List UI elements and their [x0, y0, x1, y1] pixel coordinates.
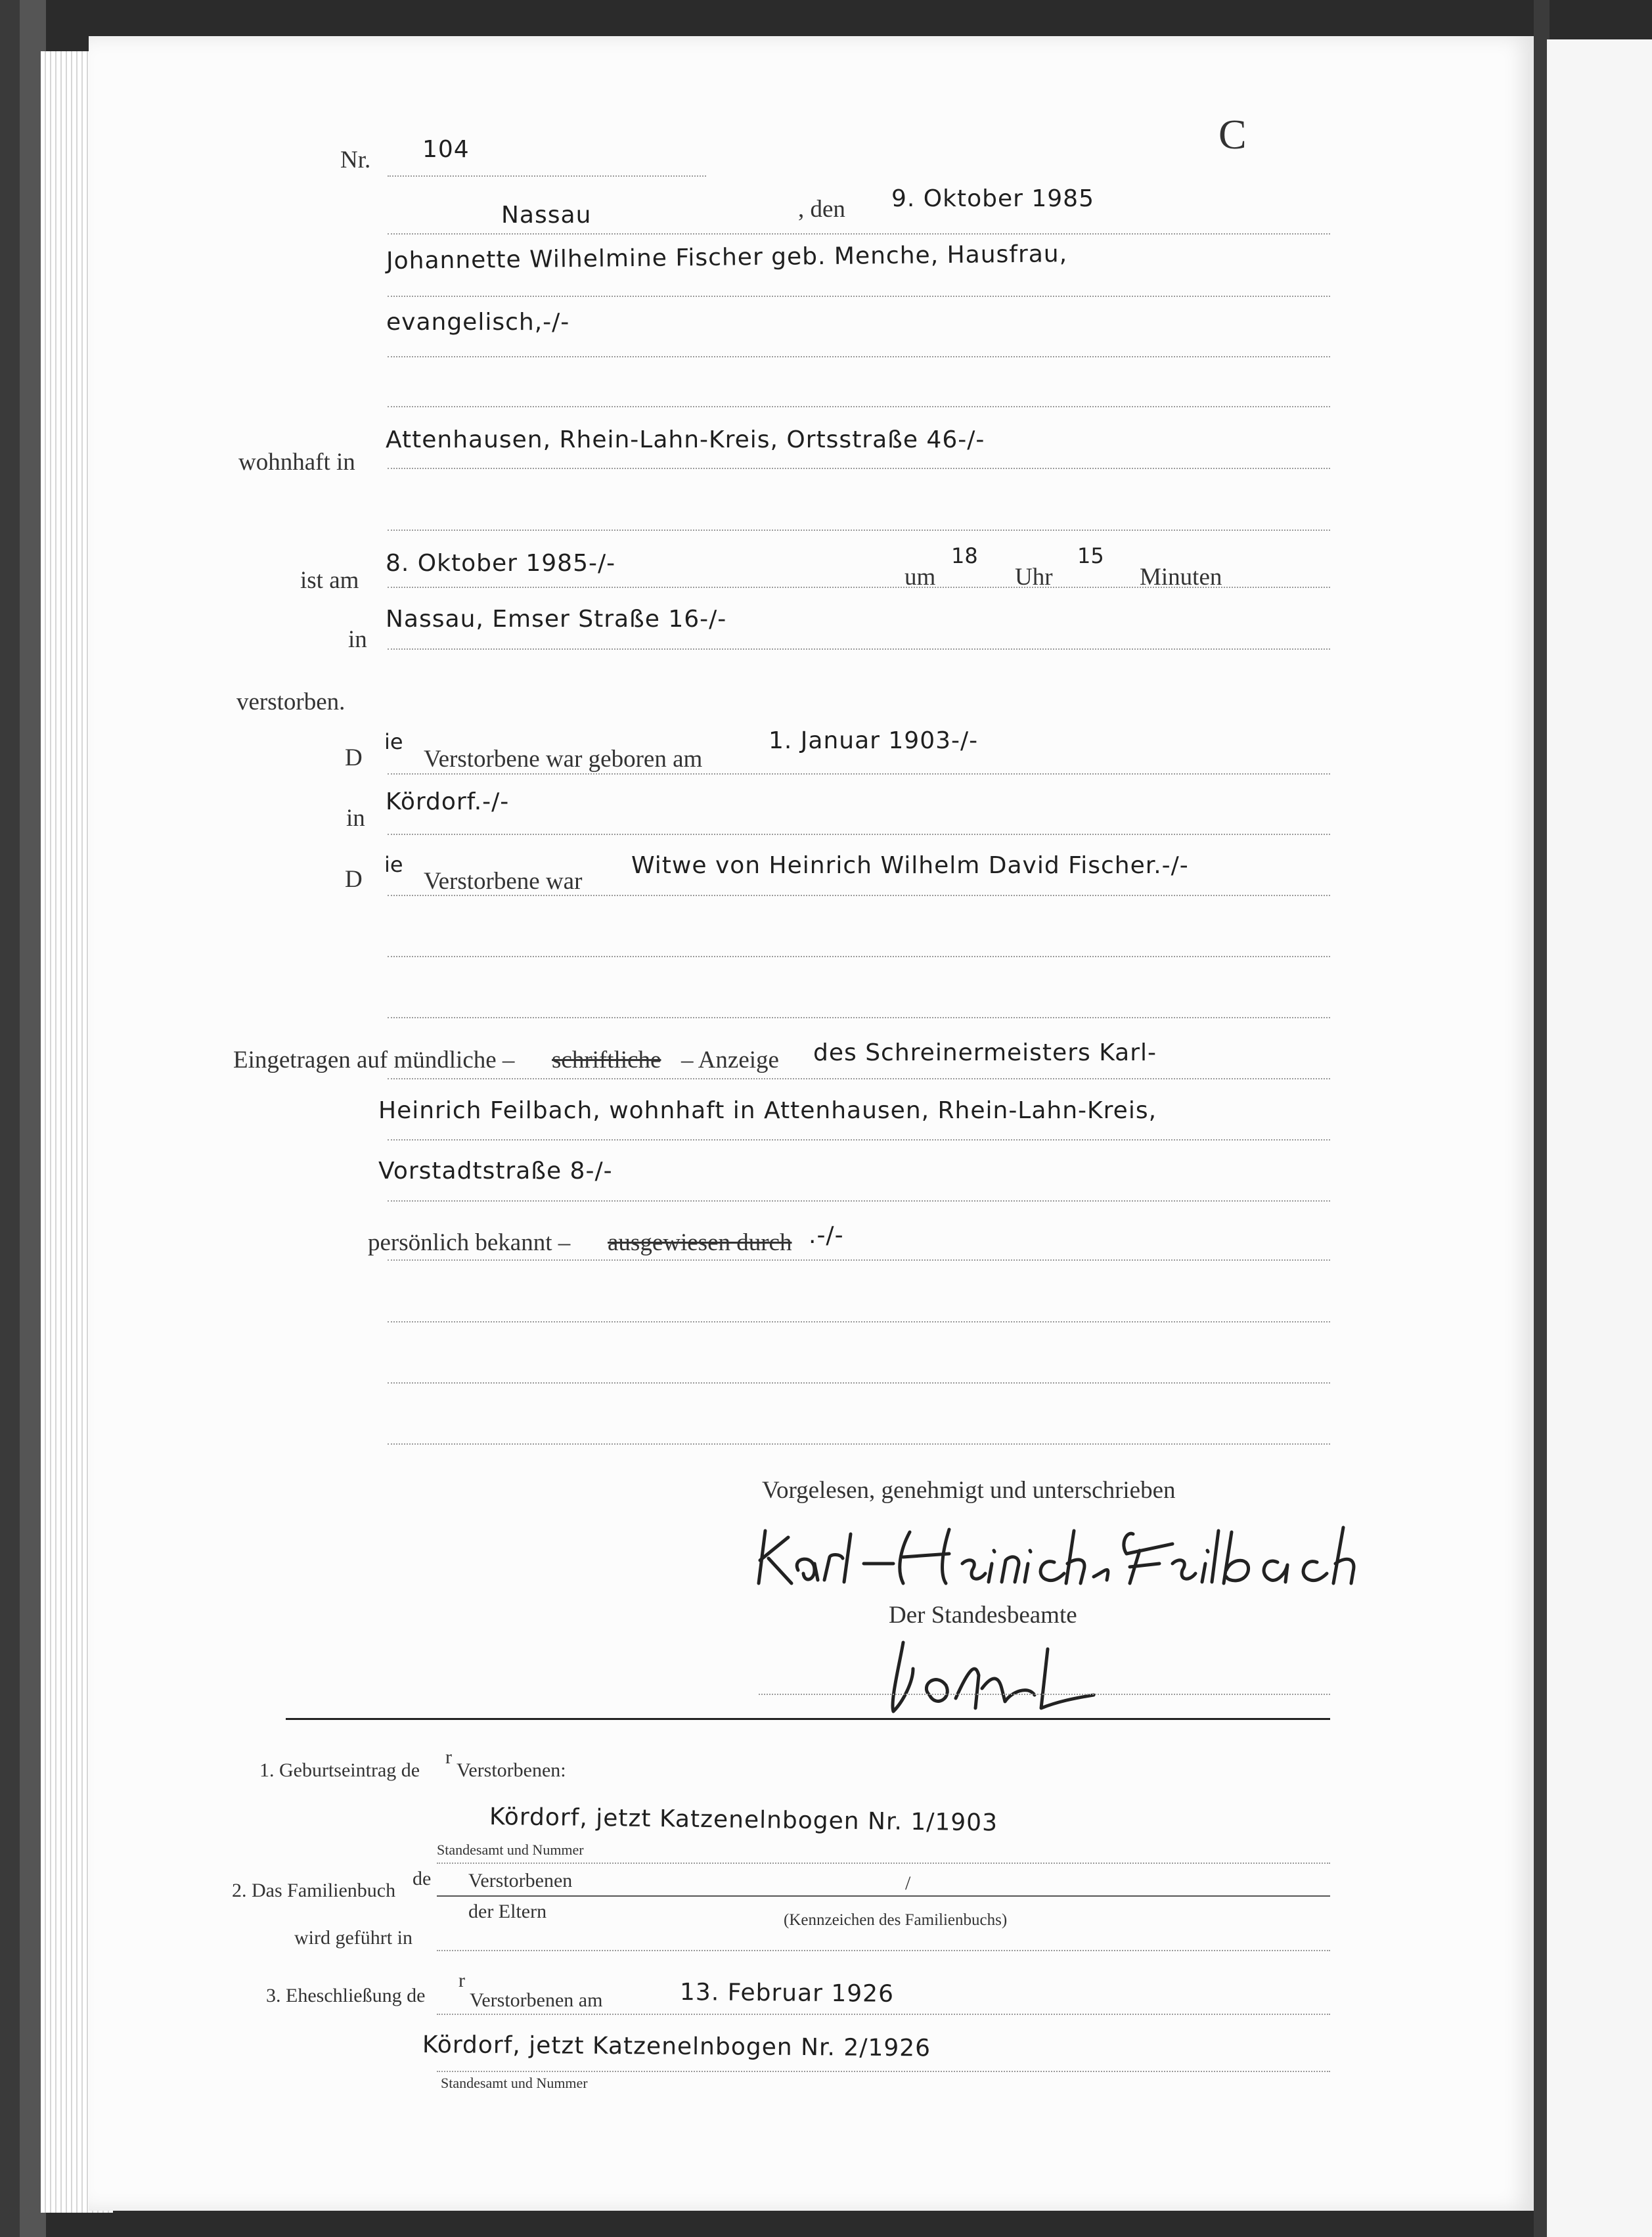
name-line-2: evangelisch,-/- [386, 309, 570, 336]
d-label-1: D [345, 744, 363, 771]
footnote-2-rule [437, 1950, 1330, 1951]
verstorben-label: verstorben. [236, 689, 346, 715]
blank-rule-7 [388, 1443, 1330, 1445]
footnote-3-date: 13. Februar 1926 [679, 1979, 895, 2008]
war-label: Verstorbene war [424, 868, 583, 895]
nr-line [388, 175, 706, 177]
birth-date-rule [388, 773, 1330, 775]
um-label: um [904, 564, 936, 591]
anzeige-label: – Anzeige [681, 1047, 779, 1073]
entry-date: 9. Oktober 1985 [891, 185, 1094, 212]
footnote-2-slash: / [905, 1872, 911, 1894]
official-signature [877, 1636, 1140, 1721]
footnote-2-eltern: der Eltern [468, 1901, 547, 1922]
nr-value: 104 [422, 136, 470, 163]
blank-rule-6 [388, 1382, 1330, 1384]
marital-status: Witwe von Heinrich Wilhelm David Fischer.-/- [631, 852, 1189, 879]
minuten-label: Minuten [1140, 564, 1222, 591]
date-line [388, 233, 1330, 235]
informant-rule-2 [388, 1139, 1330, 1141]
name-line-2-rule [388, 356, 1330, 357]
corner-letter: C [1218, 111, 1247, 158]
name-line-1-rule [388, 296, 1330, 297]
wohnhaft-label: wohnhaft in [238, 449, 355, 476]
informant-line-3: Vorstadtstraße 8-/- [378, 1158, 613, 1185]
blank-rule-4 [388, 1017, 1330, 1018]
d-label-2: D [345, 866, 363, 893]
vorgelesen-text: Vorgelesen, genehmigt und unterschrieben [762, 1477, 1176, 1504]
standesbeamte-rule [759, 1694, 1330, 1695]
footnote-2-kennzeichen: (Kennzeichen des Familienbuchs) [784, 1911, 1008, 1929]
wohnhaft-rule [388, 468, 1330, 469]
footnote-2-label: 2. Das Familienbuch [232, 1880, 396, 1901]
footnote-1-tail: Verstorbenen: [457, 1759, 566, 1781]
footnote-3-rule-2 [437, 2071, 1330, 2072]
death-place: Nassau, Emser Straße 16-/- [386, 606, 727, 633]
birth-place-rule [388, 834, 1330, 835]
informant-line-1: des Schreinermeisters Karl- [813, 1039, 1157, 1066]
footnote-1-label: 1. Geburtseintrag de [259, 1759, 420, 1781]
eingetragen-label: Eingetragen auf mündliche – [233, 1047, 515, 1073]
footnote-3-caption: Standesamt und Nummer [441, 2075, 588, 2091]
footnote-3-rule [437, 2014, 1330, 2015]
name-line-1: Johannette Wilhelmine Fischer geb. Menche, Hausfrau, [386, 240, 1068, 275]
bekannt-label: persönlich bekannt – [368, 1229, 571, 1256]
in-label: in [348, 626, 367, 653]
footnote-separator [286, 1718, 1330, 1720]
status-rule [388, 895, 1330, 896]
footnote-3-label: 3. Eheschließung de [266, 1985, 426, 2006]
blank-rule-1 [388, 406, 1330, 407]
death-place-rule [388, 648, 1330, 650]
footnote-2-gefuehrt: wird geführt in [294, 1927, 413, 1949]
footnote-1-value: Kördorf, jetzt Katzenelnbogen Nr. 1/1903 [489, 1803, 998, 1837]
informant-rule-3 [388, 1200, 1330, 1202]
birth-place: Kördorf.-/- [386, 788, 510, 815]
blank-rule-2 [388, 530, 1330, 531]
place: Nassau [501, 202, 592, 229]
ie-suffix-1: ie [384, 729, 403, 754]
standesbeamte-label: Der Standesbeamte [889, 1602, 1077, 1629]
register-page [89, 36, 1534, 2211]
blank-rule-3 [388, 956, 1330, 957]
bekannt-suffix: .-/- [809, 1222, 844, 1249]
minutes-value: 15 [1077, 543, 1104, 568]
death-date-rule [388, 587, 1330, 588]
footnote-3-value: Kördorf, jetzt Katzenelnbogen Nr. 2/1926 [422, 2031, 931, 2062]
birth-date: 1. Januar 1903-/- [769, 727, 979, 754]
schriftliche-struck: schriftliche [552, 1047, 661, 1073]
footnote-2-de: de [413, 1868, 432, 1889]
informant-line-2: Heinrich Feilbach, wohnhaft in Attenhausen, Rhein-Lahn-Kreis, [378, 1097, 1157, 1124]
ie-suffix-2: ie [384, 852, 403, 877]
footnote-2-fraction-rule [437, 1895, 1330, 1897]
next-page [1547, 39, 1652, 2237]
footnote-1-suffix: r [445, 1746, 452, 1768]
hour-value: 18 [951, 543, 978, 568]
footnote-1-caption: Standesamt und Nummer [437, 1842, 584, 1858]
footnote-1-rule [437, 1863, 1330, 1864]
ist-am-label: ist am [300, 567, 359, 594]
in-label-2: in [346, 805, 365, 832]
informant-signature [752, 1518, 1370, 1596]
footnote-2-verstorbenen: Verstorbenen [468, 1870, 573, 1891]
geboren-label: Verstorbene war geboren am [424, 746, 703, 773]
footnote-3-suffix: r [458, 1970, 465, 1991]
uhr-label: Uhr [1015, 564, 1053, 591]
informant-rule-1 [388, 1078, 1330, 1079]
bekannt-rule [388, 1259, 1330, 1261]
den-label: , den [798, 196, 845, 223]
wohnhaft-value: Attenhausen, Rhein-Lahn-Kreis, Ortsstraße 46-/- [386, 426, 985, 453]
nr-label: Nr. [340, 147, 371, 173]
death-date: 8. Oktober 1985-/- [386, 550, 616, 577]
footnote-3-tail: Verstorbenen am [470, 1989, 603, 2011]
blank-rule-5 [388, 1321, 1330, 1322]
ausgewiesen-struck: ausgewiesen durch [608, 1229, 792, 1256]
